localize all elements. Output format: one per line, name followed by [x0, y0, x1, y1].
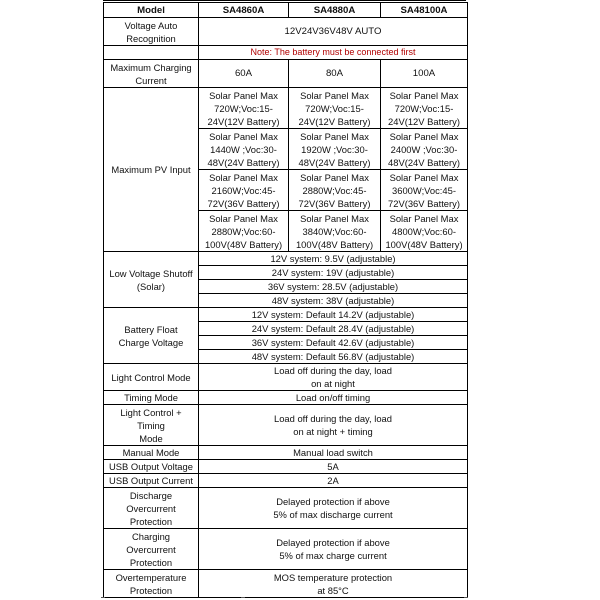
value-discharge-overcurrent: Delayed protection if above 5% of max discharge current	[199, 488, 468, 529]
value-usb-voltage: 5A	[199, 460, 468, 474]
label-charging-overcurrent: Charging Overcurrent Protection	[104, 529, 199, 570]
page-fragment-mark	[464, 597, 468, 598]
label-voltage-auto: Voltage Auto Recognition	[104, 18, 199, 46]
pv-cell: Solar Panel Max 720W;Voc:15- 24V(12V Battery)	[289, 88, 381, 129]
pv-cell: Solar Panel Max 2880W;Voc:60- 100V(48V Battery)	[199, 211, 289, 252]
header-sa48100a: SA48100A	[381, 3, 468, 18]
label-light-control: Light Control Mode	[104, 364, 199, 391]
label-timing-mode: Timing Mode	[104, 391, 199, 405]
note-blank-cell	[104, 46, 199, 60]
table-row-header	[104, 3, 468, 18]
table-row-usb-voltage	[104, 460, 468, 474]
value-max-charging-100a: 100A	[381, 60, 468, 88]
table-row-overtemperature	[104, 570, 468, 598]
low-voltage-value: 48V system: 38V (adjustable)	[199, 294, 468, 308]
label-max-charging: Maximum Charging Current	[104, 60, 199, 88]
table-row-light-timing	[104, 405, 468, 446]
pv-cell: Solar Panel Max 4800W;Voc:60- 100V(48V Battery)	[381, 211, 468, 252]
label-overtemperature: Overtemperature Protection	[104, 570, 199, 598]
label-usb-current: USB Output Current	[104, 474, 199, 488]
pv-cell: Solar Panel Max 2160W;Voc:45- 72V(36V Battery)	[199, 170, 289, 211]
pv-cell: Solar Panel Max 1440W ;Voc:30- 48V(24V Battery)	[199, 129, 289, 170]
label-discharge-overcurrent: Discharge Overcurrent Protection	[104, 488, 199, 529]
table-row-charging-overcurrent	[104, 529, 468, 570]
value-max-charging-80a: 80A	[289, 60, 381, 88]
pv-cell: Solar Panel Max 1920W ;Voc:30- 48V(24V Battery)	[289, 129, 381, 170]
table-top-border	[103, 0, 466, 1]
label-light-timing: Light Control + Timing Mode	[104, 405, 199, 446]
battery-note: Note: The battery must be connected first	[199, 46, 468, 60]
page-fragment-mark	[241, 597, 245, 598]
float-charge-value: 36V system: Default 42.6V (adjustable)	[199, 336, 468, 350]
value-overtemperature: MOS temperature protection at 85°C	[199, 570, 468, 598]
table-row-discharge-overcurrent	[104, 488, 468, 529]
table-row-manual-mode	[104, 446, 468, 460]
pv-cell: Solar Panel Max 2880W;Voc:45- 72V(36V Battery)	[289, 170, 381, 211]
table-row-pv-12v	[104, 88, 468, 129]
page-fragment-mark	[101, 597, 105, 598]
value-max-charging-60a: 60A	[199, 60, 289, 88]
low-voltage-value: 24V system: 19V (adjustable)	[199, 266, 468, 280]
spec-table	[103, 2, 468, 598]
table-row-float-12v	[104, 308, 468, 322]
label-low-voltage-shutoff: Low Voltage Shutoff (Solar)	[104, 252, 199, 308]
value-timing-mode: Load on/off timing	[199, 391, 468, 405]
value-light-timing: Load off during the day, load on at night + timing	[199, 405, 468, 446]
float-charge-value: 12V system: Default 14.2V (adjustable)	[199, 308, 468, 322]
float-charge-value: 48V system: Default 56.8V (adjustable)	[199, 350, 468, 364]
label-usb-voltage: USB Output Voltage	[104, 460, 199, 474]
value-voltage-auto: 12V24V36V48V AUTO	[199, 18, 468, 46]
value-charging-overcurrent: Delayed protection if above 5% of max charge current	[199, 529, 468, 570]
header-sa4860a: SA4860A	[199, 3, 289, 18]
pv-cell: Solar Panel Max 720W;Voc:15- 24V(12V Battery)	[199, 88, 289, 129]
table-row-timing-mode	[104, 391, 468, 405]
value-usb-current: 2A	[199, 474, 468, 488]
table-row-usb-current	[104, 474, 468, 488]
pv-cell: Solar Panel Max 2400W ;Voc:30- 48V(24V Battery)	[381, 129, 468, 170]
table-row-light-control	[104, 364, 468, 391]
pv-cell: Solar Panel Max 3840W;Voc:60- 100V(48V Battery)	[289, 211, 381, 252]
low-voltage-value: 12V system: 9.5V (adjustable)	[199, 252, 468, 266]
table-row-voltage-auto	[104, 18, 468, 46]
label-battery-float: Battery Float Charge Voltage	[104, 308, 199, 364]
header-sa4880a: SA4880A	[289, 3, 381, 18]
value-light-control: Load off during the day, load on at night	[199, 364, 468, 391]
low-voltage-value: 36V system: 28.5V (adjustable)	[199, 280, 468, 294]
label-manual-mode: Manual Mode	[104, 446, 199, 460]
pv-cell: Solar Panel Max 3600W;Voc:45- 72V(36V Battery)	[381, 170, 468, 211]
pv-cell: Solar Panel Max 720W;Voc:15- 24V(12V Battery)	[381, 88, 468, 129]
value-manual-mode: Manual load switch	[199, 446, 468, 460]
table-row-low-voltage-12v	[104, 252, 468, 266]
table-row-max-charging	[104, 60, 468, 88]
table-row-note	[104, 46, 468, 60]
header-model: Model	[104, 3, 199, 18]
label-max-pv-input: Maximum PV Input	[104, 88, 199, 252]
float-charge-value: 24V system: Default 28.4V (adjustable)	[199, 322, 468, 336]
